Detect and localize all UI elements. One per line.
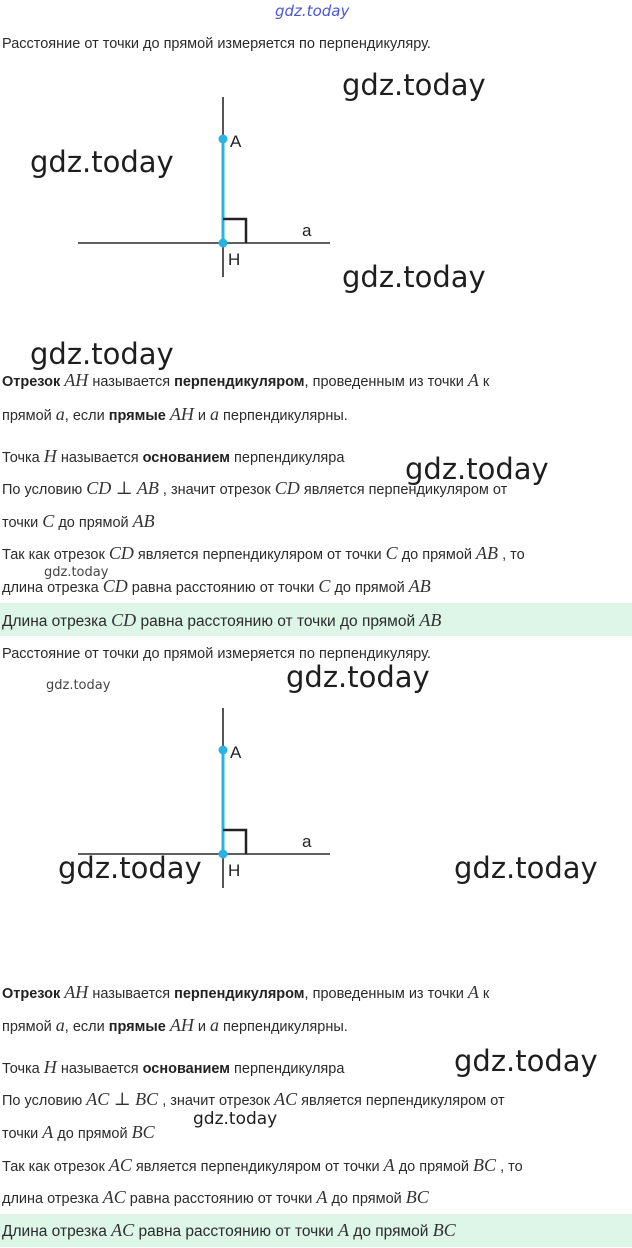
watermark: gdz.today bbox=[342, 260, 486, 294]
label-point-h: H bbox=[228, 861, 241, 880]
intro-text-2: Расстояние от точки до прямой измеряется по перпендикуляру. bbox=[2, 646, 431, 662]
watermark: gdz.today bbox=[454, 1044, 598, 1078]
since-line-2: длина отрезка AC равна расстоянию от точки A до прямой BC bbox=[2, 1187, 429, 1207]
intro-text-1: Расстояние от точки до прямой измеряется по перпендикуляру. bbox=[2, 36, 431, 52]
since-line-1: Так как отрезок CD является перпендикуляром от точки C до прямой AB , то bbox=[2, 543, 525, 563]
base-line: Точка H называется основанием перпендикуляра bbox=[2, 446, 345, 466]
label-point-h: H bbox=[228, 250, 241, 269]
watermark: gdz.today bbox=[286, 660, 430, 694]
answer-line-2: Длина отрезка AC равна расстоянию от точки A до прямой BC bbox=[2, 1220, 456, 1240]
base-line: Точка H называется основанием перпендикуляра bbox=[2, 1057, 345, 1077]
definition-line-2: прямой a, если прямые AH и a перпендикулярны. bbox=[2, 1015, 348, 1035]
watermark-small: gdz.today bbox=[44, 565, 109, 580]
answer-line-1: Длина отрезка CD равна расстоянию от точки до прямой AB bbox=[2, 610, 442, 630]
definition-line-1: Отрезок AH называется перпендикуляром, проведенным из точки A к bbox=[2, 982, 490, 1002]
watermark-medium: gdz.today bbox=[193, 1109, 278, 1129]
condition-line-2: точки C до прямой AB bbox=[2, 511, 155, 531]
definition-line-2: прямой a, если прямые AH и a перпендикулярны. bbox=[2, 404, 348, 424]
since-line-2: длина отрезка CD равна расстоянию от точки C до прямой AB bbox=[2, 576, 431, 596]
watermark-small: gdz.today bbox=[46, 678, 111, 693]
label-point-a: A bbox=[230, 132, 242, 151]
label-point-a: A bbox=[230, 743, 242, 762]
watermark: gdz.today bbox=[454, 851, 598, 885]
watermark-top: gdz.today bbox=[275, 2, 350, 20]
condition-line-2: точки A до прямой BC bbox=[2, 1122, 155, 1142]
watermark: gdz.today bbox=[405, 452, 549, 486]
watermark: gdz.today bbox=[30, 145, 174, 179]
watermark: gdz.today bbox=[30, 337, 174, 371]
watermark: gdz.today bbox=[342, 68, 486, 102]
condition-line-1: По условию CD ⊥ AB , значит отрезок CD является перпендикуляром от bbox=[2, 478, 508, 498]
definition-line-1: Отрезок AH называется перпендикуляром, проведенным из точки A к bbox=[2, 370, 490, 390]
since-line-1: Так как отрезок AC является перпендикуляром от точки A до прямой BC , то bbox=[2, 1155, 523, 1175]
label-line-a: a bbox=[302, 832, 312, 851]
condition-line-1: По условию AC ⊥ BC , значит отрезок AC является перпендикуляром от bbox=[2, 1089, 505, 1109]
label-line-a: a bbox=[302, 221, 312, 240]
watermark: gdz.today bbox=[58, 851, 202, 885]
perpendicular-diagram-1 bbox=[60, 95, 360, 285]
